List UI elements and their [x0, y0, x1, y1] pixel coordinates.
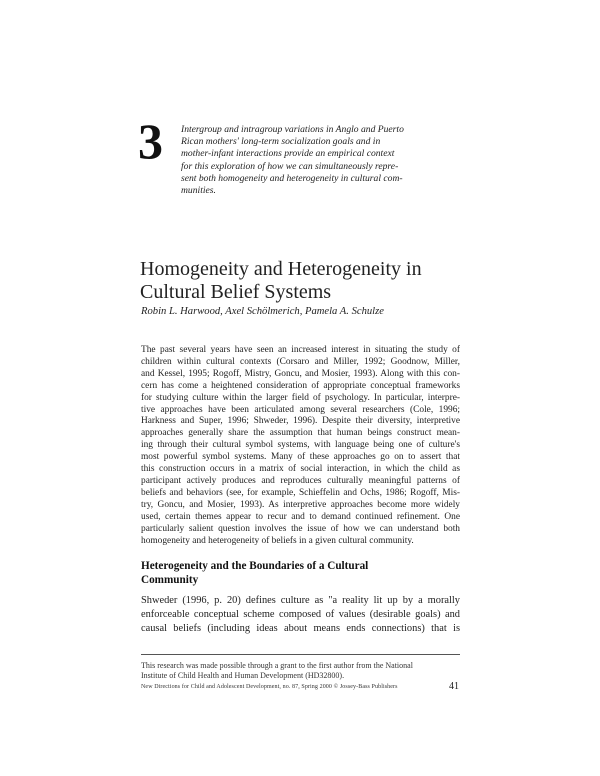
section-body-line: enforceable conceptual scheme composed of values (desirable goals) and	[141, 609, 460, 621]
chapter-number: 3	[138, 113, 163, 169]
body-line: tive approaches have been articulated among several researchers (Cole, 1996;	[141, 404, 460, 415]
body-line: Harkness and Super, 1996; Shweder, 1996). Despite their diversity, interpretive	[141, 416, 460, 427]
abstract-line: munities.	[181, 185, 216, 197]
body-line: beliefs and behaviors (see, for example, Schieffelin and Ochs, 1986; Rogoff, Mis-	[141, 487, 460, 498]
section-heading-line: Heterogeneity and the Boundaries of a Cultural	[141, 560, 369, 572]
abstract-line: for this exploration of how we can simultaneously repre-	[181, 160, 399, 172]
body-line: used, certain themes appear to recur and to demand continued refinement. One	[141, 511, 460, 522]
article-title	[140, 258, 470, 304]
footnote-line: Institute of Child Health and Human Development (HD32800).	[141, 671, 345, 681]
body-line: children within cultural contexts (Corsaro and Miller, 1992; Goodnow, Miller,	[141, 356, 460, 367]
title-line: Homogeneity and Heterogeneity in	[140, 258, 422, 280]
footnote-line: This research was made possible through a grant to the first author from the National	[141, 661, 413, 670]
body-line: ing through their cultural symbol systems, with language being one of culture's	[141, 440, 460, 451]
footnote	[141, 661, 460, 681]
body-line: and Kessel, 1995; Rogoff, Mistry, Goncu, and Mosier, 1993). Along with this con-	[141, 368, 460, 379]
footnote-divider	[141, 654, 460, 655]
section-heading	[141, 560, 461, 587]
body-line: The past several years have seen an increased interest in situating the study of	[141, 345, 460, 355]
article-body	[141, 345, 460, 547]
abstract-line: Intergroup and intragroup variations in Anglo and Puerto	[181, 124, 404, 135]
chapter-abstract	[181, 124, 464, 197]
body-line: cern has come a heightened consideration of appropriate conceptual frameworks	[141, 380, 460, 391]
section-body-line: causal beliefs (including ideas about means ends connections) that is	[141, 623, 460, 635]
section-body	[141, 594, 460, 637]
body-line: approaches generally share the assumption that human beings construct mean-	[141, 428, 460, 439]
section-body-line: Shweder (1996, p. 20) defines culture as "a reality lit up by a morally	[141, 595, 460, 606]
page-number: 41	[449, 681, 459, 692]
article-authors: Robin L. Harwood, Axel Schölmerich, Pamela A. Schulze	[141, 306, 384, 317]
abstract-line: Rican mothers' long-term socialization goals and in	[181, 136, 381, 148]
body-line: most powerful symbol systems. Many of these approaches go on to assert that	[141, 452, 460, 463]
abstract-line: mother-infant interactions provide an empirical context	[181, 148, 395, 160]
body-line: this construction occurs in a matrix of social interaction, in which the child as	[141, 464, 460, 475]
body-line: participant actively produces and reproduces culturally meaningful patterns of	[141, 475, 460, 486]
body-line: particularly salient question involves the issue of how we can understand both	[141, 523, 460, 534]
abstract-line: sent both homogeneity and heterogeneity in cultural com-	[181, 172, 403, 184]
journal-citation: New Directions for Child and Adolescent Development, no. 87, Spring 2000 © Jossey-Bass Publishers	[141, 684, 398, 690]
title-line: Cultural Belief Systems	[140, 281, 332, 303]
body-line: try, Goncu, and Mosier, 1993). As interpretive approaches become more widely	[141, 499, 460, 510]
section-heading-line: Community	[141, 573, 199, 586]
body-line: homogeneity and heterogeneity of beliefs in a given cultural community.	[141, 535, 414, 546]
body-line: for studying culture within the larger field of psychology. In particular, interpre-	[141, 392, 460, 403]
